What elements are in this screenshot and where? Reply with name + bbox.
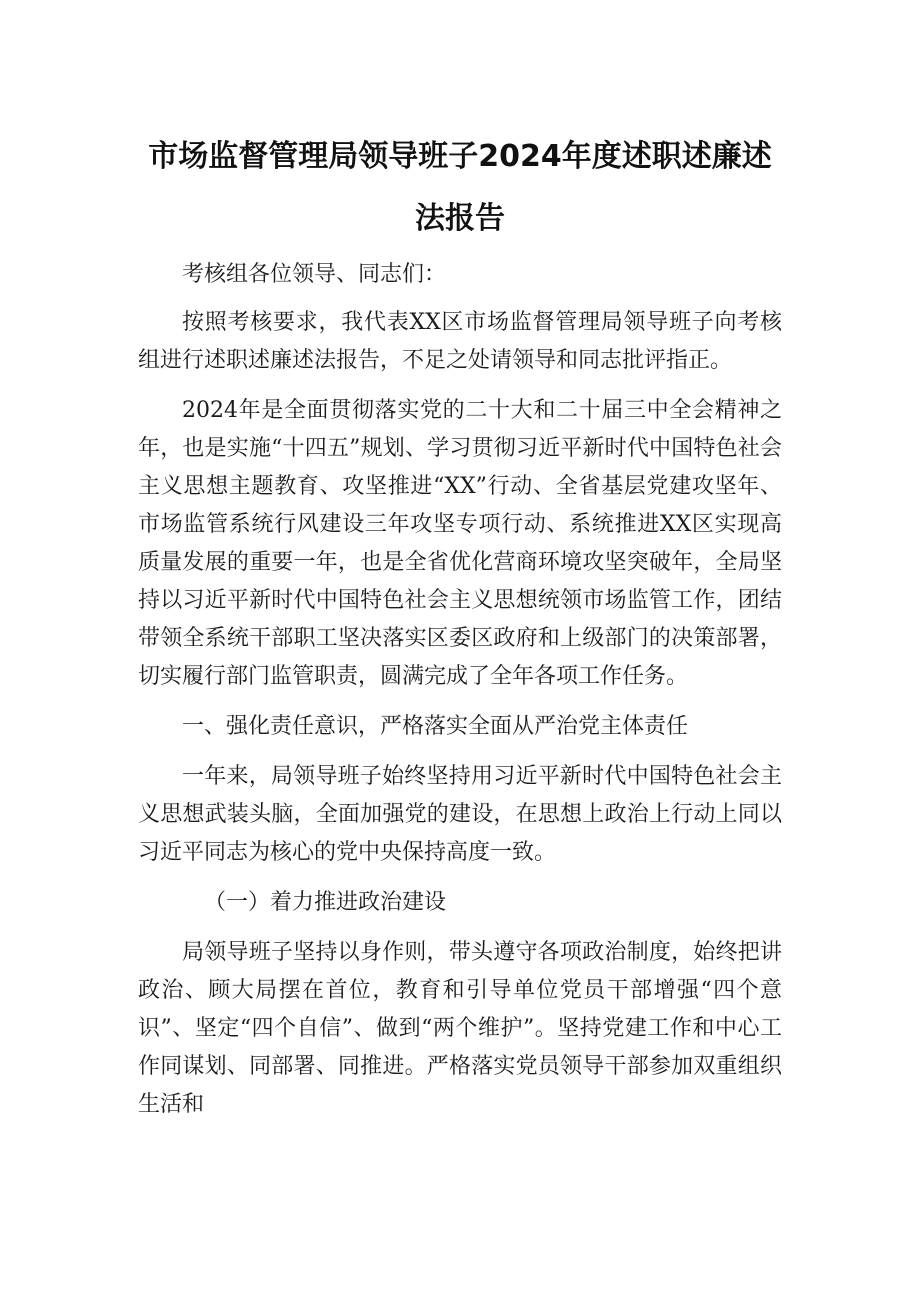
subsection-heading-1: （一）着力推进政治建设 [204,890,447,915]
document-title: 市场监督管理局领导班子2024年度述职述廉述法报告 [148,139,772,236]
paragraph-background: 2024年是全面贯彻落实党的二十大和二十届三中全会精神之年，也是实施“十四五”规划、学习贯彻习近平新时代中国特色社会主义思想主题教育、攻坚推进“XX”行动、全省基层党建攻坚年、市场监管系统行风建设三年攻坚专项行动、系统推进XX区实现高质量发展的重要一年，也是全省优化营商环境攻坚突破年，全局坚持以习近平新时代中国特色社会主义思想统领市场监管工作，团结带领全系统干部职工坚决落实区委区政府和上级部门的决策部署，切实履行部门监管职责，圆满完成了全年各项工作任务。 [138,398,782,689]
subsection-1-paragraph: 局领导班子坚持以身作则，带头遵守各项政治制度，始终把讲政治、顾大局摆在首位，教育和引导单位党员干部增强“四个意识”、坚定“四个自信”、做到“两个维护”。坚持党建工作和中心工作同谋划、同部署、同推进。严格落实党员领导干部参加双重组织生活和 [138,940,782,1117]
section-heading-1: 一、强化责任意识，严格落实全面从严治党主体责任 [182,714,689,739]
greeting: 考核组各位领导、同志们： [182,262,447,287]
document-body [138,256,782,1124]
section-1-paragraph: 一年来，局领导班子始终坚持用习近平新时代中国特色社会主义思想武装头脑，全面加强党的建设，在思想上政治上行动上同以习近平同志为核心的党中央保持高度一致。 [138,764,782,865]
paragraph-intro: 按照考核要求，我代表XX区市场监督管理局领导班子向考核组进行述职述廉述法报告，不足之处请领导和同志批评指正。 [138,310,782,373]
